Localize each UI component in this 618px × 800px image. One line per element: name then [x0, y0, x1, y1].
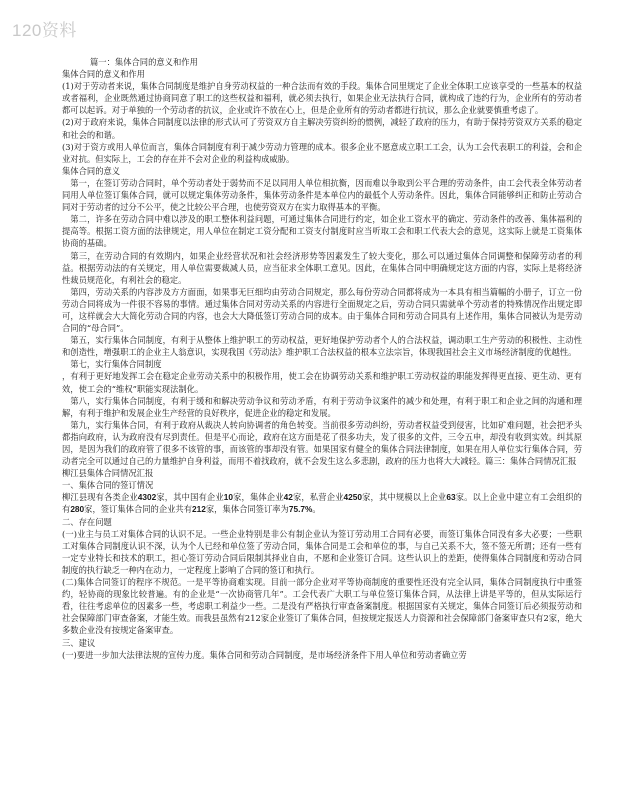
paragraph: (一)要进一步加大法律法规的宣传力度。集体合同和劳动合同制度，是市场经济条件下用人单位和劳动者确立劳: [62, 649, 467, 660]
paragraph: 篇一：集体合同的意义和作用: [90, 57, 198, 67]
text-run: 柳江县现有各类企业: [62, 492, 138, 503]
figure-value: 280: [70, 504, 85, 515]
figure-value: 4250: [343, 492, 363, 503]
text-run: 。: [312, 504, 321, 515]
text-run: 家，其中规模以上企业: [362, 492, 447, 503]
paragraph: 第四，劳动关系的内容涉及方方面面，如果事无巨细均由劳动合同规定，那么每份劳动合同都将成为一本具有相当篇幅的小册子，订立一份劳动合同将成为一件很不容易的事情。通过集体合同对劳动关系的内容进行全面规定之后，劳动合同只需就单个劳动者的特殊情况作出规定即可，这样就会大大简化劳动合同的内容，也会大大降低签订劳动合同的成本。由于集体合同和劳动合同具有上述作用，集体合同被认为是劳动合同的“母合同”。: [62, 286, 582, 334]
paragraph: (一)业主与员工对集体合同的认识不足。一些企业特别是非公有制企业认为签订劳动用工合同有必要，而签订集体合同没有多大必要；一些职工对集体合同制度认识不深，认为个人已经和单位签了劳动合同，集体合同是工会和单位的事，与自己关系不大，签不签无所谓；还有一些有一定专业特长和技术的职工，担心签订劳动合同后限制其择业自由，不愿和企业签订合同。这些认识上的差距，使得集体合同制度和劳动合同制度的执行缺乏一种内在动力，一定程度上影响了合同的签订和执行。: [62, 528, 582, 575]
paragraph: 第一，在签订劳动合同时，单个劳动者处于弱势而不足以同用人单位相抗衡，因而难以争取到公平合理的劳动条件，由工会代表全体劳动者同用人单位签订集体合同，就可以规定集体劳动条件，集体劳动条件是本单位内的最低个人劳动条件。因此，集体合同能够纠正和防止劳动合同对于劳动者的过分不公平，使之比较公平合理，也使劳资双方在实力取得基本的平衡。: [62, 177, 582, 213]
figure-value: 63: [446, 492, 456, 503]
paragraph: 第七，实行集体合同制度: [70, 359, 162, 370]
paragraph: (二)集体合同签订的程序不规范。一是平等协商难实现。目前一部分企业对平等协商制度的重要性还没有完全认同，集体合同制度执行中重签约，轻协商的现象比较普遍。有的企业是“一次协商管几年”。工会代表广大职工与单位签订集体合同，从法律上讲是平等的，但从实际运行看，往往考虑单位的因素多一些，考虑职工利益少一些。二是没有严格执行审查备案制度。根据国家有关规定，集体合同签订后必须报劳动和社会保障部门审查备案，才能生效。而我县虽然有212家企业签订了集体合同，但按规定报送人力资源和社会保障部门备案审查只有2家，绝大多数企业没有按规定备案审查。: [62, 577, 582, 636]
paragraph: 三、建议: [62, 637, 96, 648]
paragraph: (1)对于劳动者来说，集体合同制度是维护自身劳动权益的一种合法而有效的手段。集体合同里规定了企业全体职工应该享受的一些基本的权益或者福利，企业既然通过协商同意了职工的这些权益和福利，就必须去执行，如果企业无法执行合同，就构成了违约行为，企业所有的劳动者都可以起诉。对于单独的一个劳动者的抗议，企业或许不放在心上，但是企业所有的劳动者都进行抗议，那么企业就要慎重考虑了。: [62, 81, 582, 116]
figure-value: 212: [192, 504, 206, 515]
paragraph: 柳江县集体合同情况汇报: [62, 468, 154, 479]
paragraph: 第三，在劳动合同的有效期内，如果企业经营状况和社会经济形势等因素发生了较大变化，那么可以通过集体合同调整和保障劳动者的利益。根据劳动法的有关规定，用人单位需要裁减人员，应当征求全体职工意见。因此，在集体合同中明确规定这方面的内容，实际上是将经济性裁员规范化，有利社会的稳定。: [62, 250, 582, 285]
figure-value: 75.7%: [288, 504, 313, 515]
paragraph: 第九，实行集体合同，有利于政府从裁决人转向协调者的角色转变。当前很多劳动纠纷，劳动者权益受到侵害，比如矿难问题，社会把矛头都指向政府，认为政府没有尽到责任。但是平心而论，政府在这方面是花了很多功夫，发了很多的文件，三令五申，却没有收到实效。纠其原因，是因为我们的政府管了很多不该管的事，而该管的事却没有管。如果国家有健全的集体合同法律制度，如果在用人单位实行集体合同，劳动者完全可以通过自己的力量维护自身利益，而用不着找政府，就不会发生这么多悲剧，政府的压力也将大大减轻。篇三：集体合同情况汇报: [62, 419, 582, 467]
paragraph: 集体合同的意义: [62, 165, 121, 176]
paragraph: 二、存在问题: [62, 516, 112, 527]
text-run: 家，集体合同签订率为: [205, 504, 289, 515]
watermark: 120资料: [12, 21, 77, 40]
paragraph: ，有利于更好地发挥工会在稳定企业劳动关系中的积极作用，使工会在协调劳动关系和维护职工劳动权益的职能发挥得更直接、更生动、更有效，使工会的“维权”职能实现法制化。: [62, 371, 582, 394]
text-run: 家，签订集体合同的企业共有: [84, 504, 193, 515]
paragraph: (2)对于政府来说，集体合同制度以法律的形式认可了劳资双方自主解决劳资纠纷的惯例，减轻了政府的压力，有助于保持劳资双方关系的稳定和社会的和谐。: [62, 117, 582, 140]
paragraph: (3)对于资方或用人单位而言，集体合同制度有利于减少劳动力管理的成本。很多企业不愿意成立职工工会，认为工会代表职工的利益，会和企业对抗。但实际上，工会的存在并不会对企业的利益构成威胁。: [62, 141, 582, 164]
text-run: 家，其中国有企业: [156, 492, 224, 503]
figure-value: 10: [223, 492, 233, 503]
paragraph: [62, 491, 582, 515]
paragraph: 集体合同的意义和作用: [62, 69, 145, 80]
text-run: 家，私营企业: [292, 492, 344, 503]
figure-value: 42: [283, 492, 293, 503]
text-run: 家，集体企业: [233, 492, 284, 503]
figure-value: 4302: [137, 492, 157, 503]
text-run: 家。以上企业中建立有工会组织的有: [62, 492, 582, 515]
paragraph: 第二，许多在劳动合同中难以涉及的职工整体利益问题，可通过集体合同进行约定，如企业工资水平的确定、劳动条件的改善、集体福利的提高等。根据工资方面的法律规定，用人单位在制定工资分配和工资支付制度时应当听取工会和职工代表大会的意见，这实际上就是工资集体协商的基础。: [62, 214, 582, 249]
paragraph: 第五，实行集体合同制度，有利于从整体上维护职工的劳动权益，更好地保护劳动者个人的合法权益，调动职工生产劳动的积极性、主动性和创造性，增强职工的企业主人翁意识，实现我国《劳动法》维护职工合法权益的根本立法宗旨，体现我国社会主义市场经济制度的优越性。: [62, 335, 582, 358]
paragraph: 第八，实行集体合同制度，有利于缓和和解决劳动争议和劳动矛盾，有利于劳动争议案件的减少和处理，有利于职工和企业之间的沟通和理解，有利于维护和发展企业生产经营的良好秩序，促进企业的稳定和发展。: [62, 395, 582, 418]
document-body: [62, 56, 582, 661]
paragraph: 一、集体合同的签订情况: [62, 480, 154, 491]
